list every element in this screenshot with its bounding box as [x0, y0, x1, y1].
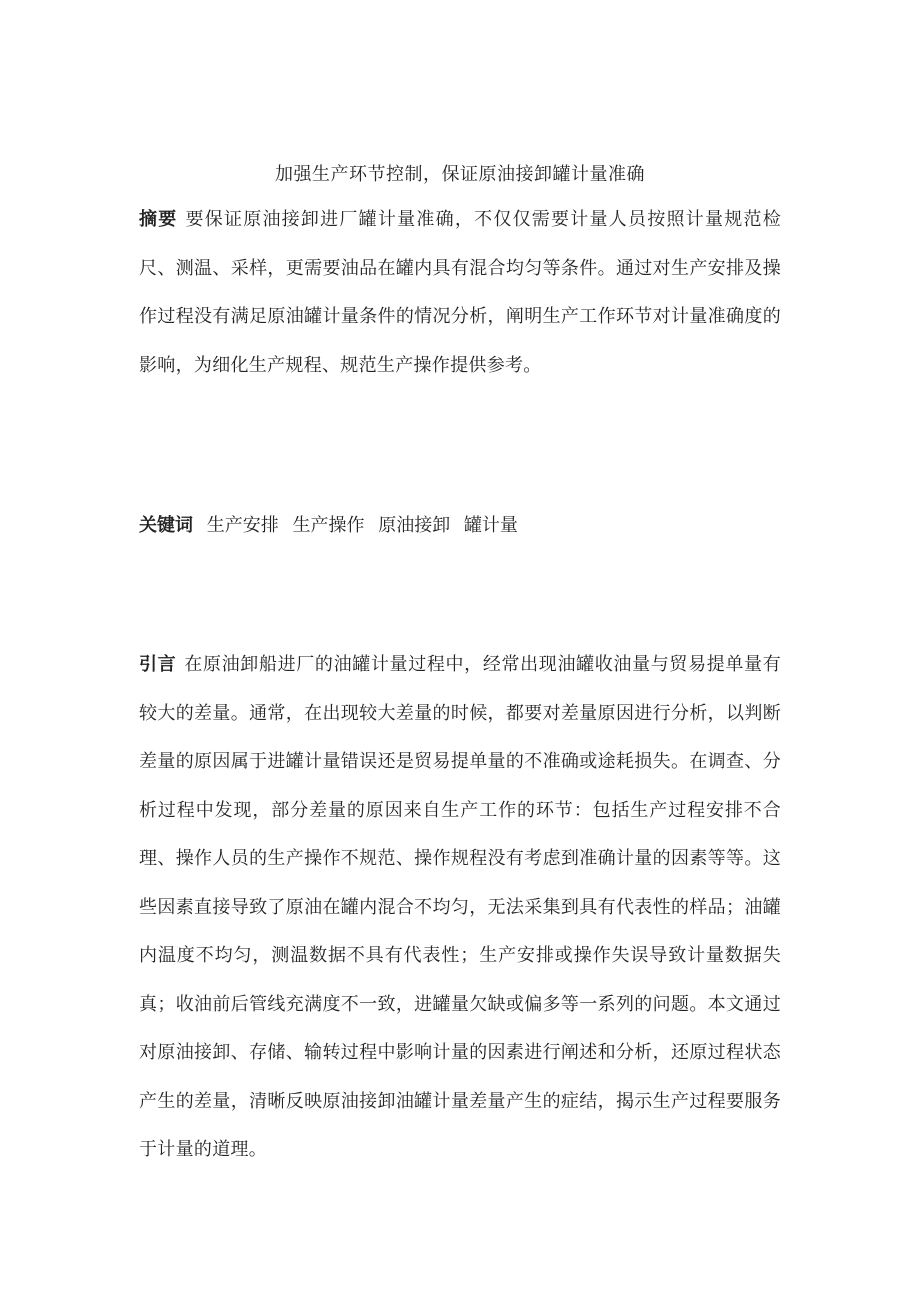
introduction-paragraph: [139, 641, 781, 1175]
document-title: 加强生产环节控制，保证原油接卸罐计量准确: [275, 164, 645, 185]
keywords-line: [139, 510, 526, 542]
keyword-item: 原油接卸: [378, 515, 451, 536]
introduction-label: 引言: [139, 654, 177, 675]
keyword-item: 生产操作: [292, 515, 365, 536]
keyword-item: 罐计量: [463, 515, 518, 536]
keywords-label: 关键词: [139, 515, 193, 536]
introduction-text: 在原油卸船进厂的油罐计量过程中，经常出现油罐收油量与贸易提单量有较大的差量。通常，在出现较大差量的时候，都要对差量原因进行分析，以判断差量的原因属于进罐计量错误还是贸易提单量的不准确或途耗损失。在调查、分析过程中发现，部分差量的原因来自生产工作的环节：包括生产过程安排不合理、操作人员的生产操作不规范、操作规程没有考虑到准确计量的因素等等。这些因素直接导致了原油在罐内混合不均匀，无法采集到具有代表性的样品；油罐内温度不均匀，测温数据不具有代表性；生产安排或操作失误导致计量数据失真；收油前后管线充满度不一致，进罐量欠缺或偏多等一系列的问题。本文通过对原油接卸、存储、输转过程中影响计量的因素进行阐述和分析，还原过程状态产生的差量，清晰反映原油接卸油罐计量差量产生的症结，揭示生产过程要服务于计量的道理。: [139, 654, 781, 1160]
abstract-paragraph: [139, 196, 781, 390]
keyword-item: 生产安排: [206, 515, 279, 536]
abstract-label: 摘要: [139, 209, 178, 230]
abstract-text: 要保证原油接卸进厂罐计量准确，不仅仅需要计量人员按照计量规范检尺、测温、采样，更需要油品在罐内具有混合均匀等条件。通过对生产安排及操作过程没有满足原油罐计量条件的情况分析，阐明生产工作环节对计量准确度的影响，为细化生产规程、规范生产操作提供参考。: [139, 209, 781, 376]
